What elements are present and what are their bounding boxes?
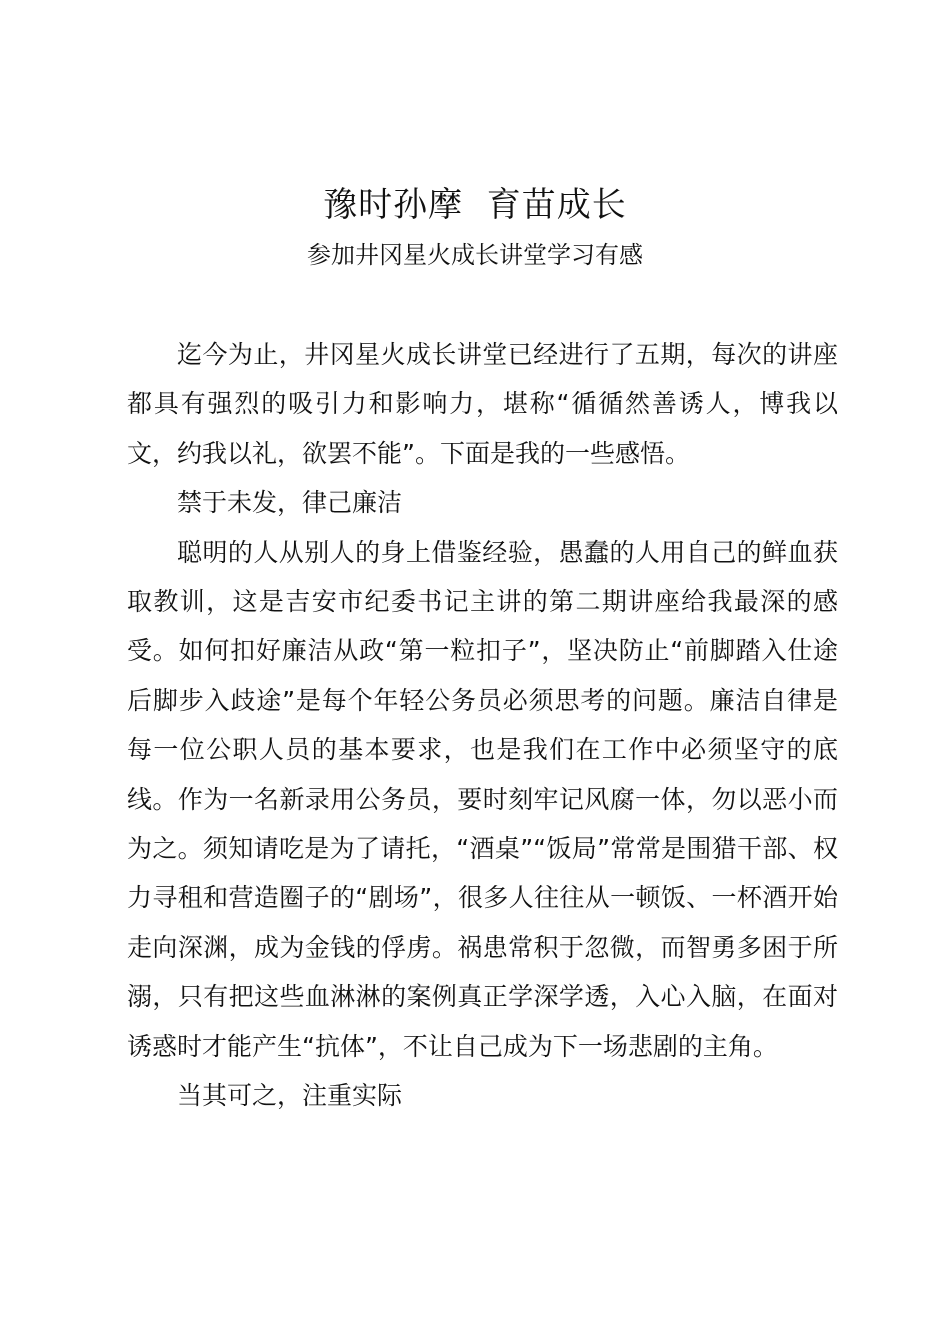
document-title: 豫时孙摩 育苗成长 [323, 185, 627, 225]
paragraph-intro: 迄今为止，井冈星火成长讲堂已经进行了五期，每次的讲座都具有强烈的吸引力和影响力，堪称“循循然善诱人，博我以文，约我以礼，欲罢不能”。下面是我的一些感悟。 [127, 340, 838, 468]
document-body [127, 330, 838, 1121]
section-heading-integrity: 禁于未发，律己廉洁 [177, 488, 403, 518]
paragraph-integrity: 聪明的人从别人的身上借鉴经验，愚蠢的人用自己的鲜血获取教训，这是吉安市纪委书记主讲的第二期讲座给我最深的感受。如何扣好廉洁从政“第一粒扣子”，坚决防止“前脚踏入仕途后脚步入歧途”是每个年轻公务员必须思考的问题。廉洁自律是每一位公职人员的基本要求，也是我们在工作中必须坚守的底线。作为一名新录用公务员，要时刻牢记风腐一体，勿以恶小而为之。须知请吃是为了请托，“酒桌”“饭局”常常是围猎干部、权力寻租和营造圈子的“剧场”，很多人往往从一顿饭、一杯酒开始走向深渊，成为金钱的俘虏。祸患常积于忽微，而智勇多困于所溺，只有把这些血淋淋的案例真正学深学透，入心入脑，在面对诱惑时才能产生“抗体”，不让自己成为下一场悲剧的主角。 [127, 537, 838, 1061]
document-subtitle: 参加井冈星火成长讲堂学习有感 [307, 241, 643, 269]
section-heading-practice: 当其可之，注重实际 [177, 1081, 403, 1111]
